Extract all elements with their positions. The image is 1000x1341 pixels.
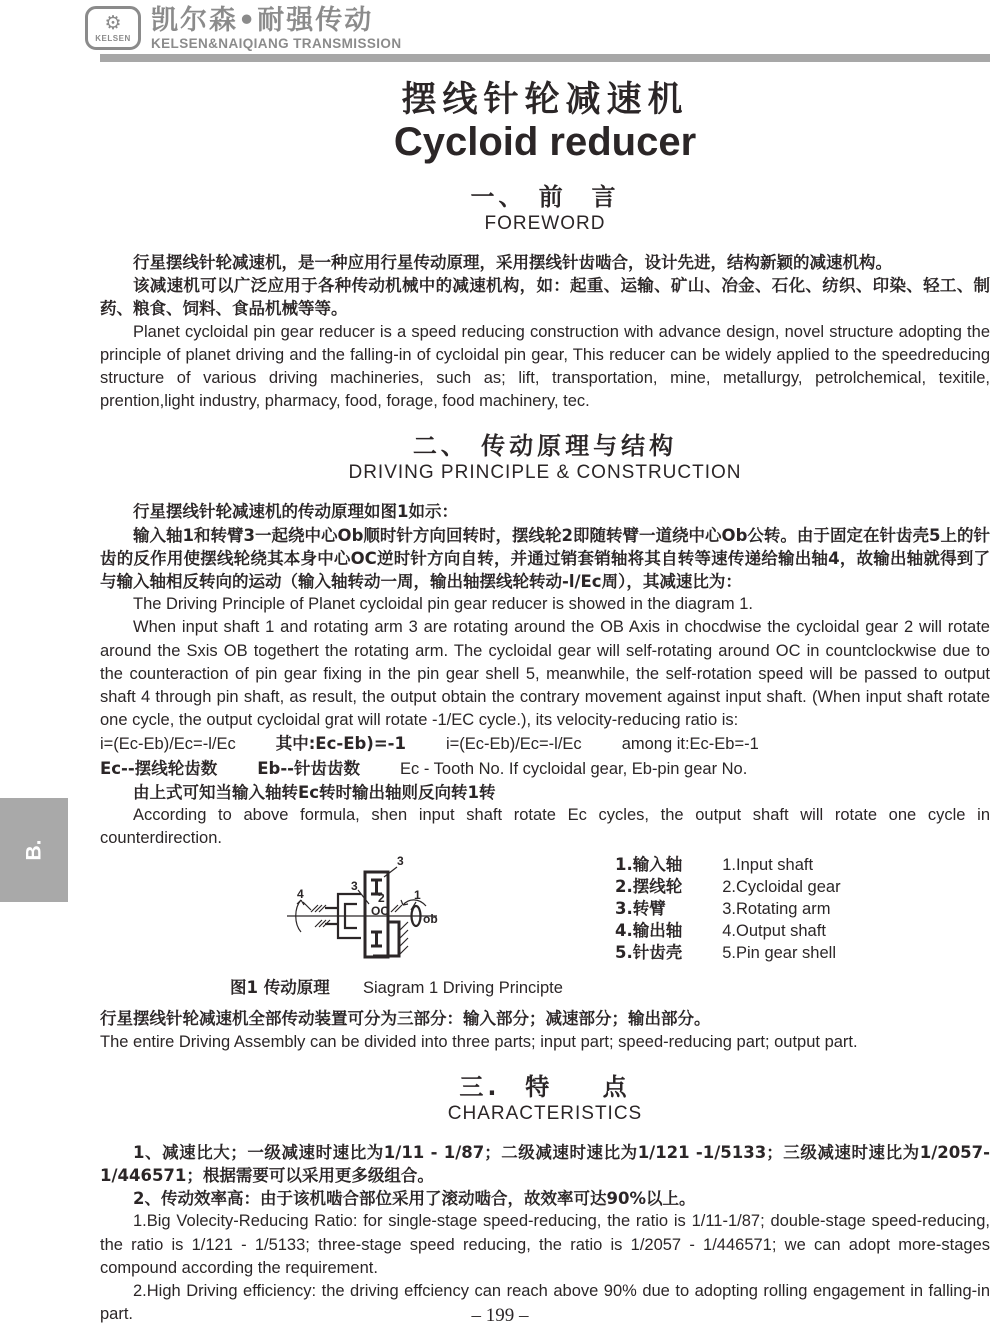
characteristics-heading-chinese: 三. 特 点	[459, 1072, 631, 1101]
foreword-paragraph-cn-1: 行星摆线针轮减速机，是一种应用行星传动原理，采用摆线针齿啮合，设计先进，结构新颖的减速机构。	[133, 253, 892, 272]
foreword-paragraphs	[100, 251, 990, 413]
diagram-label-3-top: 3	[397, 854, 404, 869]
characteristics-paragraph-cn-1: 1、减速比大；一级减速时速比为1/11 - 1/87；二级减速时速比为1/121 -1/5133；三级减速时速比为1/2057-1/446571；根据需要可以采用更多级组合。	[100, 1142, 990, 1186]
section-foreword-heading	[100, 182, 990, 236]
page-number: – 199 –	[471, 1305, 529, 1326]
reduction-ratio-formula-line-2	[100, 757, 990, 781]
figure-caption-english: Siagram 1 Driving Principte	[362, 979, 563, 998]
legend-item-cn: 5.针齿壳	[615, 943, 683, 963]
diagram-label-ob: ob	[423, 912, 438, 927]
legend-item-cn: 1.输入轴	[615, 855, 683, 875]
logo-text: KELSEN	[95, 33, 131, 43]
gear-icon: ⚙	[104, 11, 122, 34]
brand-block	[151, 6, 401, 51]
formula-segment: among it:Ec-Eb=-1	[621, 735, 759, 754]
characteristics-paragraph-cn-2: 2、传动效率高：由于该机啮合部位采用了滚动啮合，故效率可达90%以上。	[133, 1189, 696, 1209]
principle-paragraph-cn-3: 由上式可知当输入轴转Ec转时输出轴则反向转1转	[133, 782, 496, 802]
legend-item-cn: 2.摆线轮	[615, 877, 683, 897]
brand-name-chinese: 凯尔森•耐强传动	[151, 5, 374, 36]
formula-segment: i=(Ec-Eb)/Ec=-l/Ec	[445, 735, 582, 754]
assembly-paragraphs	[100, 1007, 990, 1053]
legend-item-en: 2.Cycloidal gear	[722, 878, 841, 897]
diagram-label-1: 1	[414, 888, 421, 903]
formula-term-ec: Ec--摆线轮齿数	[100, 758, 218, 778]
diagram-label-oc: OC	[371, 904, 389, 919]
figure-1	[100, 854, 990, 972]
characteristics-paragraphs	[100, 1141, 990, 1327]
formula-term-eb: Eb--针齿齿数	[257, 758, 361, 778]
driving-principle-diagram	[285, 854, 475, 972]
legend-item-cn: 4.输出轴	[615, 921, 683, 941]
diagram-label-3-mid: 3	[351, 879, 358, 894]
legend-item-en: 4.Output shaft	[722, 922, 826, 941]
characteristics-paragraph-en-1: 1.Big Volecity-Reducing Ratio: for single-stage speed-reducing, the ratio is 1/11-1/87; double-stage speed-reducing, the ratio is 1/121 - 1/5133; three-stage speed reducing, the ratio is 1/2057 - 1/446571; we can adopt more-stages compound according the requirement.	[100, 1212, 990, 1277]
chapter-tab-label: B.	[22, 839, 45, 861]
formula-segment: i=(Ec-Eb)/Ec=-l/Ec	[100, 735, 236, 754]
page-title-chinese: 摆线针轮减速机	[401, 80, 689, 120]
assembly-paragraph-en: The entire Driving Assembly can be divided into three parts; input part; speed-reducing part; output part.	[100, 1032, 858, 1051]
principle-paragraph-en-2: When input shaft 1 and rotating arm 3 are rotating around the OB Axis in chocdwise the cycloidal gear 2 will rotate around the Sxis OB togethert the rotating arm. The cycloidal gear will self-rotating around OC in countclockwise due to the counteraction of pin gear fixing in the pin gear shell 5, meanwhile, the self-rotation speed will be passed to output shaft 4 through pin shaft, as result, the output obtain the contrary movement against input shaft. (When input shaft rotate one cycle, the output cycloidal grat will rotate -1/EC cycle.), its velocity-reducing ratio is:	[100, 618, 990, 730]
reduction-ratio-formula-line-1	[100, 732, 990, 756]
foreword-heading-chinese: 一、 前 言	[470, 183, 620, 211]
document-body	[100, 80, 990, 1327]
legend-item-en: 3.Rotating arm	[722, 900, 831, 919]
header-divider-bar	[100, 54, 990, 62]
page-title-english: Cycloid reducer	[393, 120, 697, 164]
principle-paragraph-en-1: The Driving Principle of Planet cycloidal pin gear reducer is showed in the diagram 1.	[133, 595, 753, 614]
figure-legend-chinese	[615, 854, 682, 964]
foreword-paragraph-en: Planet cycloidal pin gear reducer is a speed reducing construction with advance design, novel structure adopting the principle of planet driving and the falling-in of cycloidal pin gear, This reducer can be widely applied to the speedreducing structure of various driving machineries, such as; lift, transportation, mine, metallurgy, petrolchemical, texitile, prention,light industry, pharmacy, food, forage, food machinery, tec.	[100, 322, 990, 411]
principle-paragraph-cn-1: 行星摆线针轮减速机的传动原理如图1如示：	[133, 502, 458, 522]
characteristics-paragraph-en-2: 2.High Driving efficiency: the driving effciency can reach above 90% due to adopting rolling engagement in falling-in part.	[100, 1282, 990, 1324]
principle-heading-chinese: 二、 传动原理与结构	[412, 432, 678, 461]
section-principle-heading	[100, 431, 990, 485]
characteristics-heading-english: CHARACTERISTICS	[447, 1102, 643, 1124]
principle-paragraphs	[100, 500, 990, 850]
legend-item-en: 5.Pin gear shell	[722, 944, 836, 963]
chapter-tab-b	[0, 798, 68, 902]
section-characteristics-heading	[100, 1072, 990, 1126]
legend-item-en: 1.Input shaft	[722, 856, 814, 875]
assembly-paragraph-cn: 行星摆线针轮减速机全部传动装置可分为三部分：输入部分；减速部分；输出部分。	[100, 1009, 711, 1029]
company-logo	[85, 6, 141, 50]
diagram-label-4: 4	[297, 887, 304, 902]
figure-caption	[230, 974, 990, 998]
diagram-label-2: 2	[378, 891, 385, 906]
page-header	[0, 0, 1000, 51]
foreword-paragraph-cn-2: 该减速机可以广泛应用于各种传动机械中的减速机构，如：起重、运输、矿山、冶金、石化、纺织、印染、轻工、制药、粮食、饲料、食品机械等等。	[100, 276, 990, 319]
formula-term-english: Ec - Tooth No. If cycloidal gear, Eb-pin gear No.	[400, 759, 748, 778]
formula-segment: 其中:Ec-Eb)=-1	[275, 734, 406, 754]
foreword-heading-english: FOREWORD	[484, 213, 606, 234]
figure-caption-chinese: 图1 传动原理	[230, 978, 330, 998]
legend-item-cn: 3.转臂	[615, 899, 666, 919]
figure-legend-english	[722, 854, 840, 964]
brand-name-english: KELSEN&NAIQIANG TRANSMISSION	[151, 36, 402, 51]
principle-paragraph-cn-2: 输入轴1和转臂3一起绕中心Ob顺时针方向回转时，摆线轮2即随转臂一道绕中心Ob公转。由于固定在针齿壳5上的针齿的反作用使摆线轮绕其本身中心OC逆时针方向自转，并通过销套销轴将其自转等速传递给输出轴4，故输出轴就得到了与输入轴相反转向的运动（输入轴转动一周，输出轴摆线轮转动-l/Ec周），其减速比为：	[100, 525, 990, 592]
principle-heading-english: DRIVING PRINCIPLE & CONSTRUCTION	[348, 462, 742, 484]
principle-paragraph-en-3: According to above formula, shen input shaft rotate Ec cycles, the output shaft will rotate one cycle in counterdirection.	[100, 806, 990, 848]
